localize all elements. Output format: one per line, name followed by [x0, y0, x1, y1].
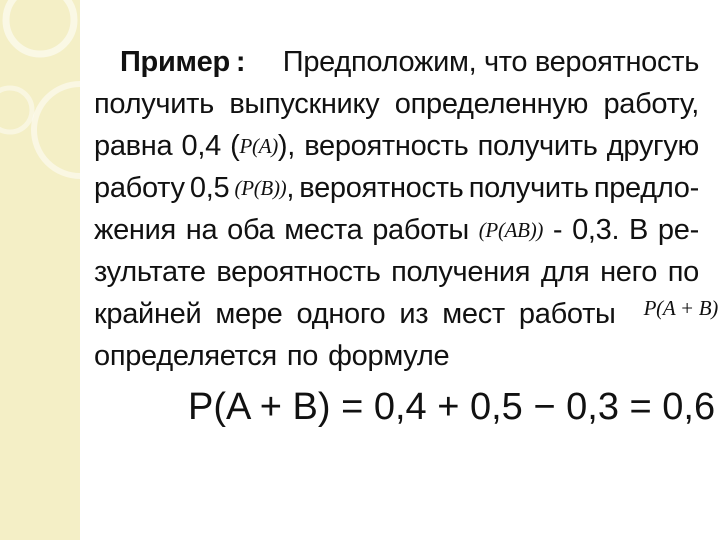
example-heading: Пример	[120, 46, 230, 78]
word: 0,3.	[572, 214, 620, 246]
text-line-7	[94, 294, 718, 334]
word: вероятность	[299, 172, 464, 204]
text-line-5	[94, 210, 699, 250]
word: по	[286, 340, 319, 372]
comma: ,	[286, 172, 295, 204]
word: равна	[94, 130, 173, 162]
word: получения	[391, 256, 531, 288]
word: другую	[606, 130, 699, 162]
word: одного	[296, 298, 386, 330]
dash: -	[552, 214, 563, 246]
math-p-ab: (P(AB))	[478, 218, 544, 242]
word: для	[540, 256, 590, 288]
word: из	[399, 298, 429, 330]
word: мере	[215, 298, 283, 330]
word: В	[629, 214, 649, 246]
word: ре-	[657, 214, 699, 246]
heading-colon: :	[235, 46, 246, 78]
word: вероятность	[216, 256, 381, 288]
text-line-3	[94, 126, 699, 166]
word: что	[483, 46, 528, 78]
word: него	[600, 256, 658, 288]
word: выпускнику	[229, 88, 380, 120]
word: предло-	[593, 172, 699, 204]
text-line-4	[94, 168, 699, 208]
math-p-b: (P(B))	[234, 176, 287, 200]
word: жения	[94, 214, 176, 246]
decorative-side-band	[0, 0, 80, 540]
text-line-8	[94, 336, 699, 376]
word: вероятность	[534, 46, 699, 78]
text-line-1	[94, 42, 699, 82]
paren-comma: ),	[277, 130, 296, 162]
word: места	[284, 214, 363, 246]
word: вероятность	[304, 130, 469, 162]
word: формуле	[328, 340, 450, 372]
word: зультате	[94, 256, 206, 288]
text-line-2	[94, 84, 699, 124]
decorative-circles	[0, 0, 80, 540]
word: определяется	[94, 340, 277, 372]
word: работы	[518, 298, 616, 330]
word: получить	[477, 130, 598, 162]
word: крайней	[94, 298, 202, 330]
math-p-a-plus-b: P(A + B)	[643, 296, 718, 320]
word: 0,5	[189, 172, 230, 204]
word: работу	[94, 172, 185, 204]
probability-formula	[188, 378, 715, 436]
word: оба	[227, 214, 275, 246]
word: определенную	[394, 88, 589, 120]
word: получить	[94, 88, 214, 120]
word: 0,4	[181, 130, 221, 162]
formula-text: P(A + B) = 0,4 + 0,5 − 0,3 = 0,6	[188, 386, 716, 428]
paren: (	[230, 130, 240, 162]
math-p-a: P(A)	[239, 134, 278, 158]
word: Предположим,	[282, 46, 477, 78]
word: работу,	[603, 88, 699, 120]
text-line-6	[94, 252, 699, 292]
word: мест	[442, 298, 505, 330]
word: по	[667, 256, 699, 288]
word: на	[185, 214, 218, 246]
word: получить	[468, 172, 589, 204]
word: работы	[372, 214, 469, 246]
